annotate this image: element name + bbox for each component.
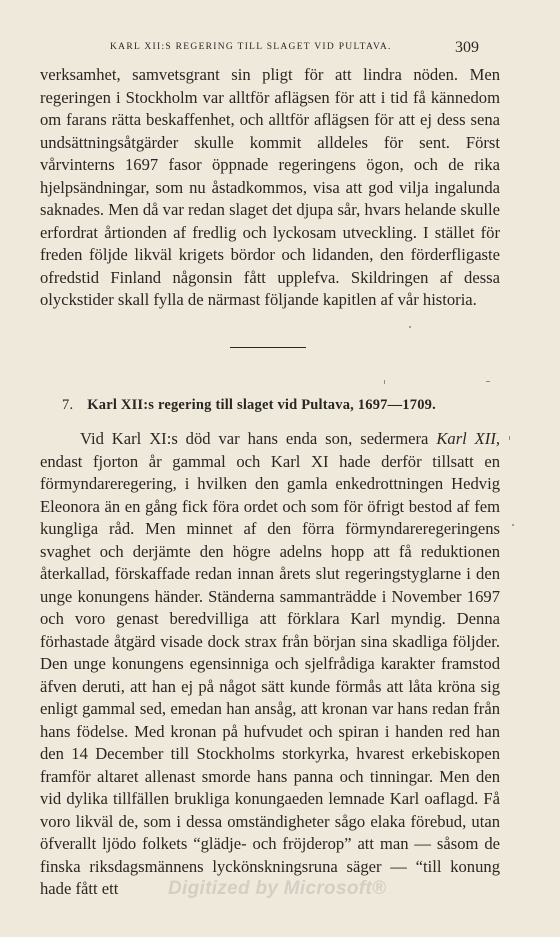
print-speck bbox=[486, 381, 490, 382]
italic-name: Karl XII, bbox=[436, 429, 501, 448]
paragraph-rest: endast fjorton år gammal och Karl XI hade derför tillsatt en förmyndareregering, i hvilken den gamla enkedrottningen Hedvig Eleonora än en gång fick föra ordet och som för öfrigt bestod af fem kungliga råd. Men minnet af den förra förmyndareregeringens svaghet och derjämte den högre adelns hopp att få reduktionen återkallad, förskaffade redan innan årets slut regeringstyglarne i den unge konungens händer. Ständerna sammanträdde i November 1697 och voro genast beredvilliga att förklara Karl myndig. Denna förhastade åtgärd visade dock strax från början sina skadliga följder. Den unge konungens egensinniga och sjelfrådiga karakter framstod äfven deruti, att han ej på något sätt kunde förmås att låta kröna sig enligt gammal sed, emedan han ansåg, att kronan var hans redan från hans födelse. Med kronan på hufvudet och spiran i handen red han den 14 December till Stockholms storkyrka, hvarest erkebiskopen framför altaret allenast smorde hans panna och tinningar. Men den vid dylika tillfällen brukliga konungaeden lemnade Karl oaflagd. Få voro likväl de, som i dessa omständigheter sågo elaka förebud, utan öfverallt ljödo folkets “glädje- och fröjderop” att man — såsom de finska riksdagsmännens lyckönskningsruna säger — “till konung hade fått ett bbox=[40, 451, 500, 898]
running-head-title: KARL XII:S REGERING TILL SLAGET VID PULTAVA. bbox=[110, 42, 392, 52]
print-speck bbox=[409, 326, 411, 328]
section-heading bbox=[62, 397, 436, 414]
print-speck bbox=[512, 524, 514, 526]
digitization-watermark: Digitized by Microsoft® bbox=[168, 878, 387, 899]
print-speck bbox=[509, 436, 510, 440]
running-head bbox=[0, 40, 560, 58]
section-body bbox=[40, 428, 500, 901]
paragraph-text: verksamhet, samvetsgrant sin pligt för att lindra nöden. Men regeringen i Stockholm var alltför aflägsen för att i tid få kännedom om farans rätta beskaffenhet, och alltför aflägsen för att ej dess sena undsättningsåtgärder skulle kommit alldeles för sent. Först vårvinterns 1697 fasor öppnade regeringens ögon, och de rika hjelpsändningar, som nu åstadkommos, visa att god vilja ingalunda saknades. Men då var redan slaget det djupa sår, hvars helande skulle erfordrat årtionden af fredlig och lyckosam utveckling. I stället för freden följde likväl krigets bördor och lidanden, den förderfligaste ofredstid Finland någonsin fått upplefva. Skildringen af dessa olyckstider skall fylla de närmast följande kapitlen af vår historia. bbox=[40, 65, 500, 309]
section-title: Karl XII:s regering till slaget vid Pultava, 1697—1709. bbox=[87, 397, 436, 413]
paragraph bbox=[40, 428, 500, 901]
section-number: 7. bbox=[62, 397, 74, 413]
print-speck bbox=[384, 380, 385, 384]
section-divider bbox=[230, 347, 306, 348]
paragraph-continuation bbox=[40, 64, 500, 312]
paragraph-lead: Vid Karl XI:s död var hans enda son, sedermera bbox=[80, 429, 437, 448]
page-number: 309 bbox=[455, 39, 479, 56]
